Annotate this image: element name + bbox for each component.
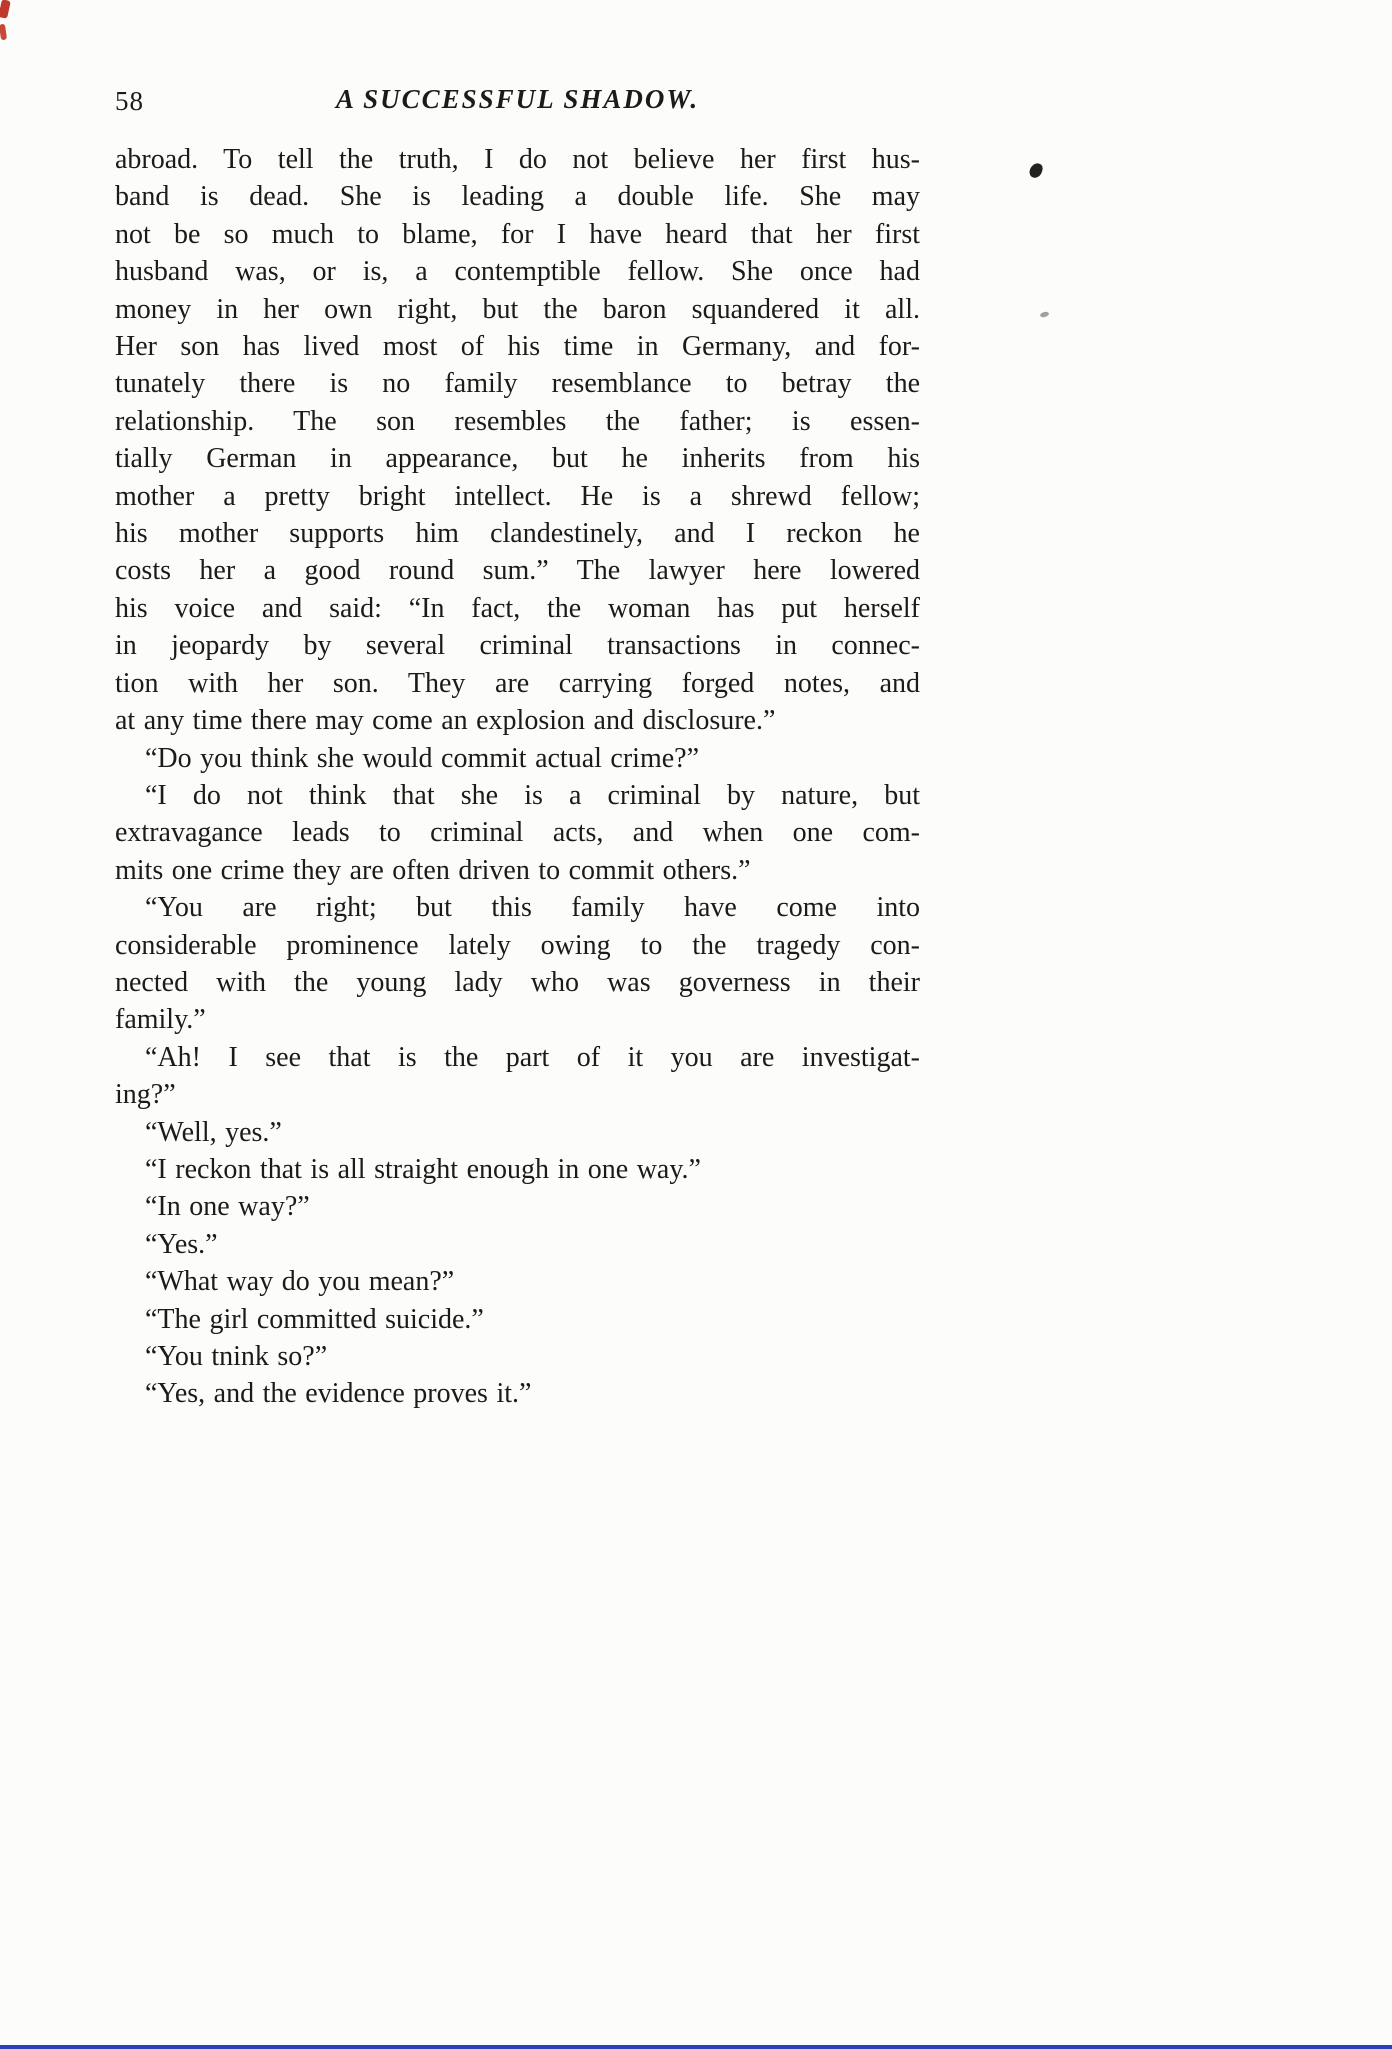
paragraph <box>115 1114 920 1151</box>
text-line: “Well, yes.” <box>145 1116 282 1148</box>
text-line: mother a pretty bright intellect. He is a shrewd fellow; <box>115 480 920 512</box>
text-line: ing?” <box>115 1079 176 1111</box>
scan-mark-red-top-1 <box>0 0 11 19</box>
text-line: abroad. To tell the truth, I do not believe her first hus- <box>115 144 920 175</box>
text-line: husband was, or is, a contemptible fellow. She once had <box>115 256 920 288</box>
text-line: considerable prominence lately owing to the tragedy con- <box>115 929 920 961</box>
text-line: band is dead. She is leading a double life. She may <box>115 181 920 213</box>
scan-mark-red-top-2 <box>0 24 7 41</box>
text-line: “Yes.” <box>145 1228 218 1260</box>
paragraph <box>115 1301 920 1338</box>
paragraph <box>115 740 920 777</box>
text-line: his voice and said: “In fact, the woman has put herself <box>115 592 920 624</box>
paragraph <box>115 1039 920 1114</box>
text-line: “Ah! I see that is the part of it you are investigat- <box>145 1041 920 1073</box>
text-line: tion with her son. They are carrying forged notes, and <box>115 667 920 699</box>
text-line: at any time there may come an explosion and disclosure.” <box>115 705 776 737</box>
text-line: “I do not think that she is a criminal by nature, but <box>145 779 920 811</box>
ink-fleck <box>1040 311 1050 318</box>
paragraph <box>115 1375 920 1412</box>
paragraph <box>115 1263 920 1300</box>
text-line: money in her own right, but the baron squandered it all. <box>115 293 920 325</box>
body-text <box>115 141 920 1413</box>
scan-line-bottom <box>0 2045 1392 2049</box>
paragraph <box>115 1151 920 1188</box>
running-header-title: A SUCCESSFUL SHADOW. <box>335 84 700 114</box>
text-line: “In one way?” <box>145 1191 310 1223</box>
text-line: tially German in appearance, but he inherits from his <box>115 443 920 475</box>
text-line: costs her a good round sum.” The lawyer here lowered <box>115 555 920 587</box>
text-line: mits one crime they are often driven to commit others.” <box>115 854 751 886</box>
paragraph <box>115 889 920 1039</box>
paragraph <box>115 1226 920 1263</box>
text-line: relationship. The son resembles the father; is essen- <box>115 405 920 437</box>
text-line: “What way do you mean?” <box>145 1266 455 1298</box>
paragraph <box>115 1338 920 1375</box>
text-line: “You tnink so?” <box>145 1341 328 1372</box>
text-line: “You are right; but this family have come into <box>145 892 920 924</box>
text-line: not be so much to blame, for I have heard that her first <box>115 218 920 250</box>
paragraph <box>115 141 920 740</box>
text-line: his mother supports him clandestinely, and I reckon he <box>115 518 920 550</box>
paragraph <box>115 777 920 889</box>
text-line: tunately there is no family resemblance to betray the <box>115 368 920 400</box>
ink-spot <box>1028 161 1044 179</box>
text-line: “I reckon that is all straight enough in one way.” <box>145 1153 701 1185</box>
text-line: extravagance leads to criminal acts, and when one com- <box>115 817 920 849</box>
page-number: 58 <box>115 86 144 116</box>
text-line: “Do you think she would commit actual crime?” <box>145 742 700 774</box>
text-line: Her son has lived most of his time in Germany, and for- <box>115 331 920 363</box>
text-line: in jeopardy by several criminal transactions in connec- <box>115 630 920 662</box>
text-line: family.” <box>115 1004 206 1036</box>
text-line: nected with the young lady who was governess in their <box>115 966 920 998</box>
running-header <box>115 84 920 124</box>
text-line: “Yes, and the evidence proves it.” <box>145 1378 532 1410</box>
text-line: “The girl committed suicide.” <box>145 1303 484 1335</box>
paragraph <box>115 1188 920 1225</box>
